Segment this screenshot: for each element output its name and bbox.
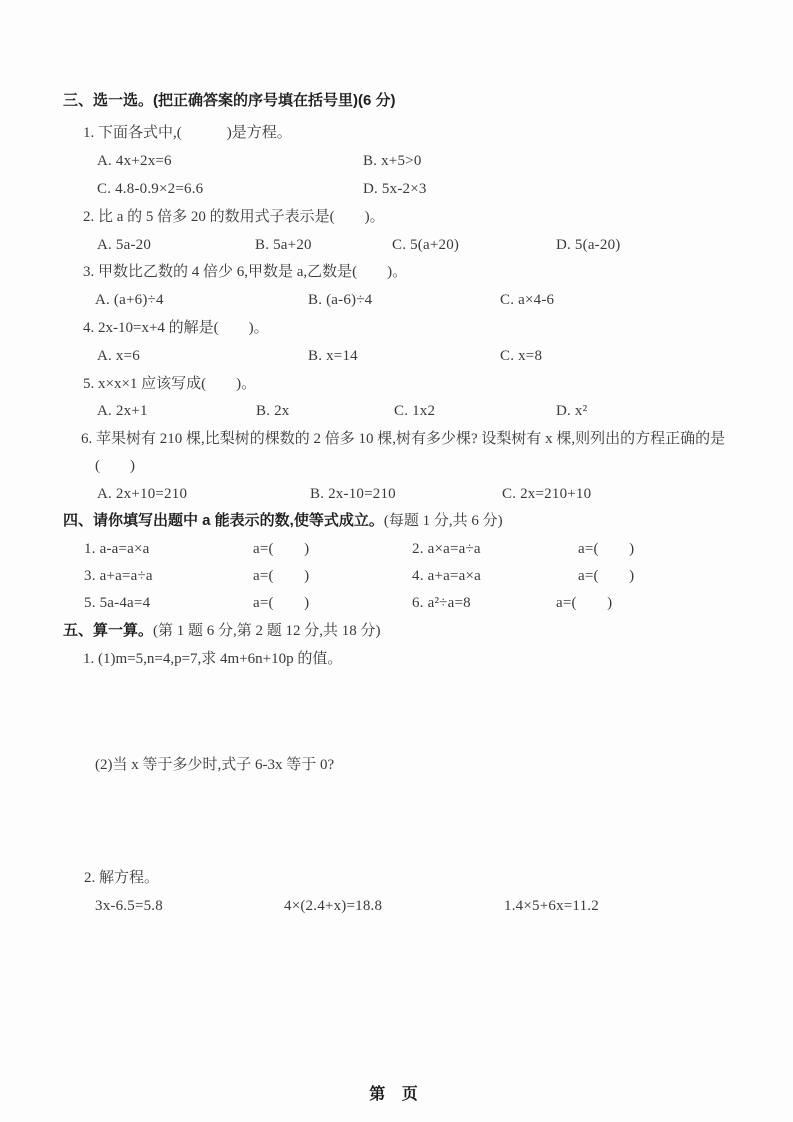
question-3-4-option-b: B. x=14 — [308, 348, 358, 364]
fill-item-5-answer-blank: a=( ) — [253, 595, 310, 611]
section-5-heading-score: (第 1 题 6 分,第 2 题 12 分,共 18 分) — [153, 623, 381, 639]
question-3-2-option-d: D. 5(a-20) — [556, 237, 621, 253]
question-3-2-option-c: C. 5(a+20) — [392, 237, 460, 253]
question-3-3-option-c: C. a×4-6 — [500, 292, 555, 308]
question-3-5-option-c: C. 1x2 — [394, 403, 436, 419]
question-3-6-option-b: B. 2x-10=210 — [310, 486, 396, 502]
question-3-3-stem: 3. 甲数比乙数的 4 倍少 6,甲数是 a,乙数是( )。 — [83, 264, 408, 280]
fill-item-1-answer-blank: a=( ) — [253, 541, 310, 557]
question-3-6-stem: 6. 苹果树有 210 棵,比梨树的棵数的 2 倍多 10 棵,树有多少棵? 设梨树有 x 棵,则列出的方程正确的是 — [81, 431, 726, 447]
fill-item-2-expression: 2. a×a=a÷a — [412, 541, 481, 557]
section-3-heading: 三、选一选。(把正确答案的序号填在括号里)(6 分) — [63, 92, 396, 109]
equation-2: 4×(2.4+x)=18.8 — [284, 898, 383, 914]
question-3-5-option-a: A. 2x+1 — [97, 403, 148, 419]
section-4-heading — [63, 512, 503, 531]
question-3-6-option-c: C. 2x=210+10 — [502, 486, 592, 502]
question-3-3-option-b: B. (a-6)÷4 — [308, 292, 373, 308]
question-3-4-option-c: C. x=8 — [500, 348, 543, 364]
section-5-heading — [63, 622, 381, 641]
question-3-5-option-b: B. 2x — [256, 403, 290, 419]
page-footer: 第 页 — [369, 1086, 424, 1103]
equation-3: 1.4×5+6x=11.2 — [504, 898, 599, 914]
question-3-2-option-b: B. 5a+20 — [255, 237, 312, 253]
section-5-heading-main: 五、算一算。 — [63, 622, 154, 639]
equation-1: 3x-6.5=5.8 — [95, 898, 163, 914]
fill-item-6-answer-blank: a=( ) — [556, 595, 613, 611]
question-3-1-option-a: A. 4x+2x=6 — [97, 153, 172, 169]
section-4-heading-score: (每题 1 分,共 6 分) — [383, 513, 503, 529]
fill-item-5-expression: 5. 5a-4a=4 — [84, 595, 151, 611]
calc-question-2-label: 2. 解方程。 — [84, 870, 160, 886]
question-3-6-option-a: A. 2x+10=210 — [97, 486, 188, 502]
question-3-4-option-a: A. x=6 — [97, 348, 140, 364]
question-3-6-answer-blank: ( ) — [95, 458, 135, 474]
question-3-5-stem: 5. x×x×1 应该写成( )。 — [83, 376, 257, 392]
question-3-4-stem: 4. 2x-10=x+4 的解是( )。 — [83, 320, 269, 336]
question-3-1-option-b: B. x+5>0 — [363, 153, 422, 169]
fill-item-6-expression: 6. a²÷a=8 — [412, 595, 471, 611]
section-4-heading-main: 四、请你填写出题中 a 能表示的数,使等式成立。 — [63, 512, 384, 529]
question-3-5-option-d: D. x² — [556, 403, 588, 419]
fill-item-3-answer-blank: a=( ) — [253, 568, 310, 584]
calc-question-1-part-2: (2)当 x 等于多少时,式子 6-3x 等于 0? — [95, 757, 335, 773]
question-3-1-stem: 1. 下面各式中,( )是方程。 — [83, 125, 292, 141]
fill-item-4-answer-blank: a=( ) — [578, 568, 635, 584]
question-3-1-option-c: C. 4.8-0.9×2=6.6 — [97, 181, 204, 197]
question-3-2-stem: 2. 比 a 的 5 倍多 20 的数用式子表示是( )。 — [83, 209, 385, 225]
question-3-3-option-a: A. (a+6)÷4 — [95, 292, 164, 308]
calc-question-1-part-1: 1. (1)m=5,n=4,p=7,求 4m+6n+10p 的值。 — [83, 651, 343, 667]
fill-item-1-expression: 1. a-a=a×a — [84, 541, 150, 557]
question-3-1-option-d: D. 5x-2×3 — [363, 181, 427, 197]
question-3-2-option-a: A. 5a-20 — [97, 237, 152, 253]
fill-item-4-expression: 4. a+a=a×a — [412, 568, 482, 584]
fill-item-2-answer-blank: a=( ) — [578, 541, 635, 557]
fill-item-3-expression: 3. a+a=a÷a — [84, 568, 153, 584]
